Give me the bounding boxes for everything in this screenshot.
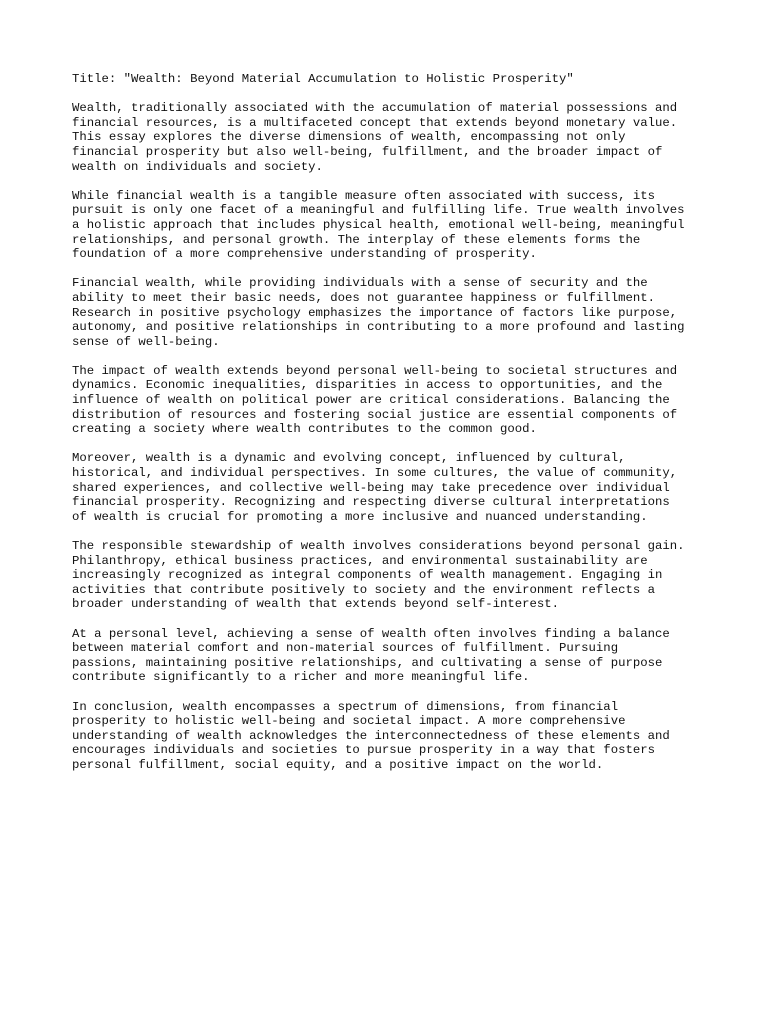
- paragraph-stewardship: The responsible stewardship of wealth involves considerations beyond personal gain. Philanthropy, ethical business practices, and environmental sustainability are increasingly recognized as integral components of wealth management. Engaging in activities that contribute positively to society and the environment reflects a broader understanding of wealth that extends beyond self-interest.: [72, 539, 685, 612]
- document-title: Title: "Wealth: Beyond Material Accumulation to Holistic Prosperity": [72, 72, 574, 86]
- paragraph-cultural-perspectives: Moreover, wealth is a dynamic and evolving concept, influenced by cultural, historical, and individual perspectives. In some cultures, the value of community, shared experiences, and collective well-being may take precedence over individual financial prosperity. Recognizing and respecting diverse cultural interpretations of wealth is crucial for promoting a more inclusive and nuanced understanding.: [72, 451, 678, 524]
- paragraph-conclusion: In conclusion, wealth encompasses a spectrum of dimensions, from financial prosperity to holistic well-being and societal impact. A more comprehensive understanding of wealth acknowledges the interconnectedness of these elements and encourages individuals and societies to pursue prosperity in a way that fosters personal fulfillment, social equity, and a positive impact on the world.: [72, 699, 670, 772]
- document-page: [72, 72, 702, 787]
- paragraph-financial-wealth: Financial wealth, while providing individuals with a sense of security and the ability to meet their basic needs, does not guarantee happiness or fulfillment. Research in positive psychology emphasizes the importance of factors like purpose, autonomy, and positive relationships in contributing to a more profound and lasting sense of well-being.: [72, 276, 685, 349]
- paragraph-introduction: Wealth, traditionally associated with the accumulation of material possessions and financial resources, is a multifaceted concept that extends beyond monetary value. This essay explores the diverse dimensions of wealth, encompassing not only financial prosperity but also well-being, fulfillment, and the broader impact of wealth on individuals and society.: [72, 101, 678, 174]
- paragraph-holistic-wealth: While financial wealth is a tangible measure often associated with success, its pursuit is only one facet of a meaningful and fulfilling life. True wealth involves a holistic approach that includes physical health, emotional well-being, meaningful relationships, and personal growth. The interplay of these elements forms the foundation of a more comprehensive understanding of prosperity.: [72, 188, 685, 262]
- paragraph-societal-impact: The impact of wealth extends beyond personal well-being to societal structures and dynamics. Economic inequalities, disparities in access to opportunities, and the influence of wealth on political power are critical considerations. Balancing the distribution of resources and fostering social justice are essential components of creating a society where wealth contributes to the common good.: [72, 363, 678, 437]
- paragraph-personal-level: At a personal level, achieving a sense of wealth often involves finding a balance between material comfort and non-material sources of fulfillment. Pursuing passions, maintaining positive relationships, and cultivating a sense of purpose contribute significantly to a richer and more meaningful life.: [72, 626, 670, 685]
